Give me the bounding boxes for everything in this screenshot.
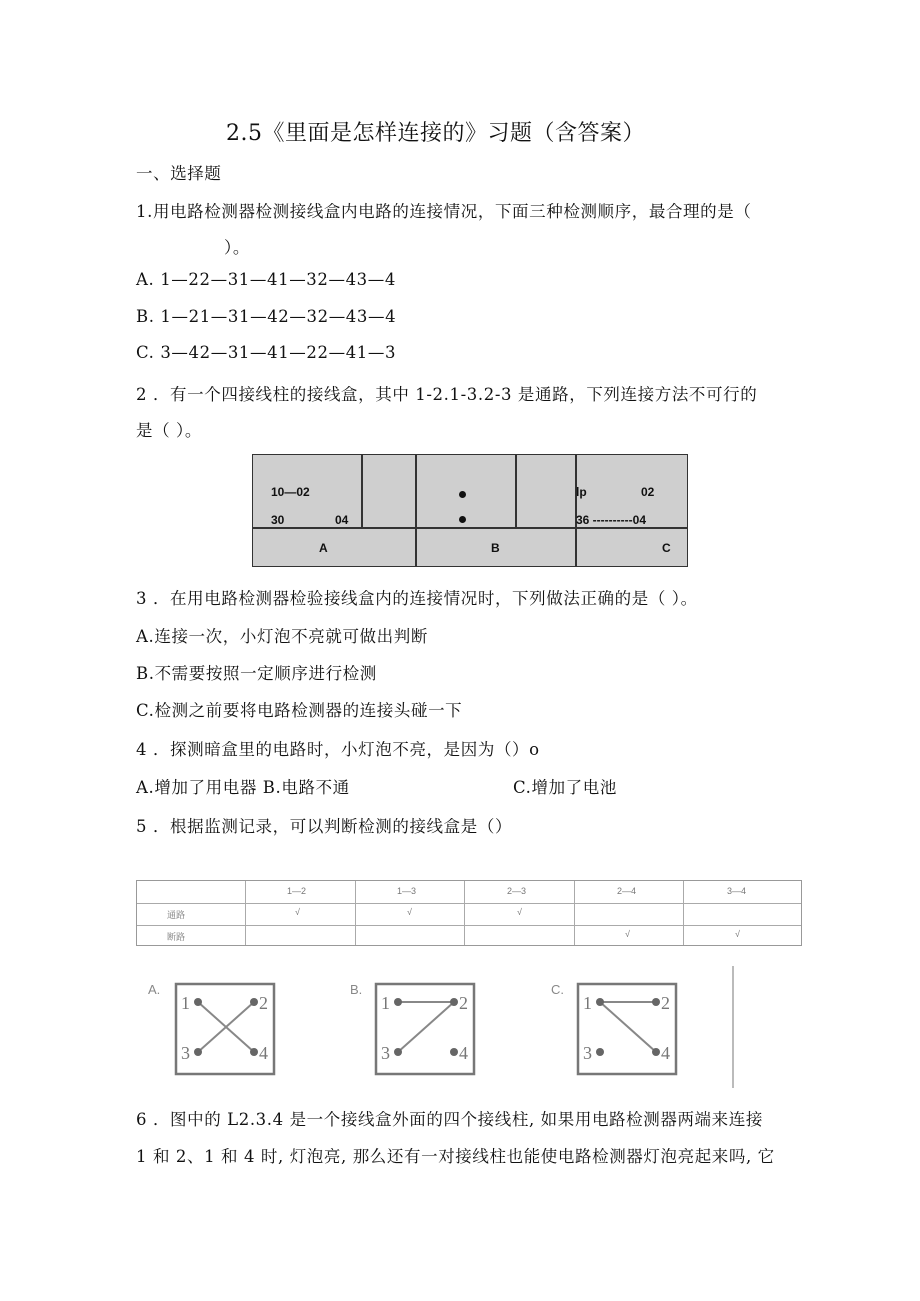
q3-option-b: B.不需要按照一定顺序进行检测	[136, 664, 377, 683]
q2-stem: 2 ．有一个四接线柱的接线盒，其中 1-2.1-3.2-3 是通路，下列连接方法不可行的	[136, 385, 758, 404]
option-c-diagram-bottom: 36 ----------04	[576, 513, 646, 527]
table-divider	[515, 455, 517, 527]
option-c-label: C	[662, 541, 671, 555]
table-divider	[464, 881, 465, 945]
check-mark: √	[295, 907, 300, 917]
terminal-label: 4	[459, 1043, 468, 1063]
terminal-label: 2	[459, 993, 468, 1013]
q4-option-c: C.增加了电池	[513, 778, 617, 797]
q5-option-a-label: A.	[148, 982, 161, 997]
option-c-diagram-right: 02	[641, 485, 655, 499]
page-title: 2.5《里面是怎样连接的》习题（含答案）	[226, 121, 645, 146]
q3-option-c: C.检测之前要将电路检测器的连接头碰一下	[136, 701, 463, 720]
q1-option-a: A. 1—22—31—41—32—43—4	[136, 270, 396, 289]
check-mark: √	[625, 929, 630, 939]
table-divider	[355, 881, 356, 945]
row-label-connected: 通路	[167, 910, 186, 920]
table-divider	[361, 455, 363, 527]
table-divider	[137, 903, 801, 904]
q3-option-a: A.连接一次，小灯泡不亮就可做出判断	[136, 627, 428, 646]
table-divider	[415, 455, 417, 566]
option-a-diagram-right: 04	[335, 513, 349, 527]
check-mark: √	[407, 907, 412, 917]
q1-option-b: B. 1—21—31—42—32—43—4	[136, 307, 397, 326]
col-header: 2—4	[617, 886, 637, 896]
terminal-label: 4	[259, 1043, 268, 1063]
q5-option-c-diagram	[572, 980, 682, 1080]
q5-record-table	[136, 880, 802, 946]
col-header: 1—3	[397, 886, 417, 896]
q2-stem-end: 是（ ）。	[136, 421, 202, 440]
q4-option-ab: A.增加了用电器 B.电路不通	[136, 778, 350, 797]
table-divider	[137, 925, 801, 926]
option-a-diagram-top: 10—02	[271, 485, 310, 499]
check-mark: √	[735, 929, 740, 939]
q5-option-b-diagram	[370, 980, 480, 1080]
terminal-label: 3	[181, 1043, 190, 1063]
table-divider	[253, 527, 687, 529]
col-header: 3—4	[727, 886, 747, 896]
col-header: 2—3	[507, 886, 527, 896]
q5-stem: 5 ．根据监测记录，可以判断检测的接线盒是（）	[136, 817, 513, 836]
option-c-diagram-left: lp	[576, 485, 587, 499]
terminal-label: 3	[583, 1043, 592, 1063]
terminal-label: 4	[661, 1043, 670, 1063]
q6-stem-cont: 1 和 2、1 和 4 时, 灯泡亮, 那么还有一对接线柱也能使电路检测器灯泡亮起来吗, 它	[136, 1147, 775, 1166]
table-divider	[574, 881, 575, 945]
q5-option-b-label: B.	[350, 982, 363, 997]
terminal-dot-icon	[459, 491, 466, 498]
option-a-label: A	[319, 541, 328, 555]
terminal-label: 1	[181, 993, 190, 1013]
q3-stem: 3 ．在用电路检测器检验接线盒内的连接情况时，下列做法正确的是（ ）。	[136, 589, 698, 608]
scan-divider-line	[732, 966, 734, 1088]
row-label-broken: 断路	[167, 932, 186, 942]
table-divider	[575, 455, 577, 566]
terminal-dot-icon	[459, 516, 466, 523]
option-b-label: B	[491, 541, 500, 555]
table-divider	[683, 881, 684, 945]
terminal-label: 2	[259, 993, 268, 1013]
q6-stem: 6 ．图中的 L2.3.4 是一个接线盒外面的四个接线柱, 如果用电路检测器两端来连接	[136, 1110, 763, 1129]
table-divider	[245, 881, 246, 945]
col-header: 1—2	[287, 886, 307, 896]
terminal-label: 1	[381, 993, 390, 1013]
q1-option-c: C. 3—42—31—41—22—41—3	[136, 343, 397, 362]
q1-stem-end: ）。	[224, 238, 250, 257]
q4-stem: 4 ．探测暗盒里的电路时，小灯泡不亮，是因为（）o	[136, 740, 540, 759]
q5-option-a-diagram	[170, 980, 280, 1080]
check-mark: √	[517, 907, 522, 917]
terminal-label: 1	[583, 993, 592, 1013]
option-a-diagram-left: 30	[271, 513, 285, 527]
q5-option-c-label: C.	[551, 982, 564, 997]
q2-options-table	[252, 454, 688, 567]
q1-stem: 1.用电路检测器检测接线盒内电路的连接情况，下面三种检测顺序，最合理的是（	[136, 202, 752, 221]
terminal-label: 3	[381, 1043, 390, 1063]
section-heading: 一、选择题	[136, 164, 222, 183]
terminal-label: 2	[661, 993, 670, 1013]
